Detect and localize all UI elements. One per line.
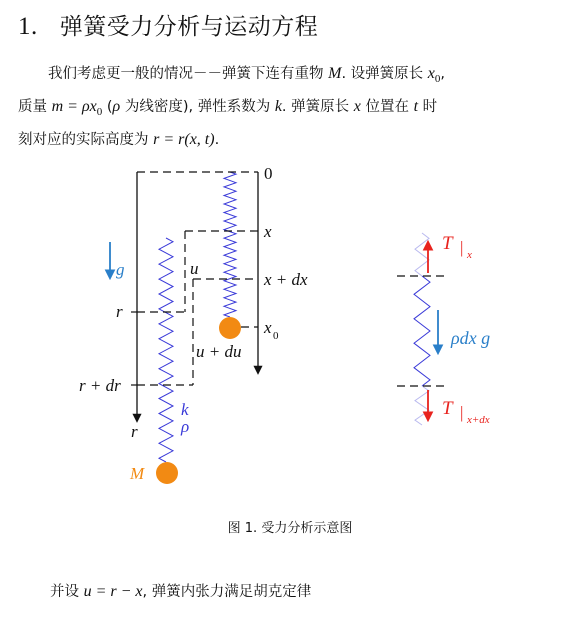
- label-T-top-sub: x: [467, 249, 472, 261]
- force-analysis-figure: [0, 155, 580, 500]
- text-run: 时: [418, 98, 438, 115]
- label-r: r: [116, 302, 123, 321]
- figure-caption: 图 1. 受力分析示意图: [227, 521, 353, 536]
- math-run: t: [413, 97, 419, 115]
- label-T-top: T: [442, 233, 453, 254]
- closing-paragraph: [50, 578, 580, 606]
- label-k: k: [181, 400, 189, 419]
- element-spring: [414, 276, 430, 386]
- text-run: (: [102, 98, 113, 115]
- stretched-spring: [159, 238, 173, 462]
- math-run: r = r(x, t): [153, 130, 215, 148]
- label-T-bottom-sub: x+dx: [467, 414, 490, 426]
- element-spring-faded-top: [415, 233, 429, 276]
- text-run: 为线密度), 弹性系数为: [120, 98, 275, 115]
- label-zero: 0: [264, 164, 273, 183]
- text-run: 刻对应的实际高度为: [18, 131, 154, 148]
- label-rho: ρ: [181, 417, 190, 436]
- mass-M: [156, 462, 178, 484]
- section-number: 1.: [18, 13, 38, 40]
- math-run: u = r − x: [83, 583, 143, 600]
- label-T-bottom-bar: |: [460, 403, 464, 422]
- text-run: 质量: [18, 98, 52, 115]
- label-M: M: [130, 464, 145, 483]
- label-x: x: [264, 222, 272, 241]
- text-run: . 弹簧原长: [281, 98, 354, 115]
- label-u: u: [190, 259, 199, 278]
- label-r-axis: r: [131, 422, 138, 441]
- label-T-top-bar: |: [460, 238, 464, 257]
- label-x-dx: x + dx: [264, 270, 308, 289]
- math-run: ρ: [112, 97, 121, 115]
- intro-paragraph: [18, 60, 566, 154]
- label-g: g: [116, 260, 125, 279]
- section-title: 弹簧受力分析与运动方程: [59, 14, 319, 40]
- text-run: .: [214, 131, 220, 148]
- text-run: , 弹簧内张力满足胡克定律: [142, 584, 312, 600]
- text-run: ,: [440, 66, 445, 82]
- text-run: 并设: [50, 584, 84, 600]
- math-subscript: 0: [96, 105, 103, 118]
- math-run: M: [328, 65, 342, 82]
- label-u-du: u + du: [196, 342, 242, 361]
- section-heading: [18, 8, 318, 41]
- math-subscript: 0: [434, 72, 441, 85]
- label-force: ρdx g: [451, 328, 491, 348]
- math-run: x: [427, 65, 435, 82]
- text-run: 位置在: [360, 98, 414, 115]
- math-run: k: [274, 97, 282, 115]
- label-x0-sub: 0: [273, 330, 279, 342]
- math-run: x: [353, 97, 361, 115]
- text-run: 我们考虑更一般的情况－－弹簧下连有重物: [48, 66, 329, 82]
- math-run: m = ρx: [51, 97, 97, 115]
- mass-x0: [219, 317, 241, 339]
- label-r-dr: r + dr: [79, 376, 121, 395]
- label-T-bottom: T: [442, 398, 453, 419]
- label-x0: x: [264, 318, 272, 337]
- element-spring-faded-bottom: [415, 386, 429, 425]
- text-run: . 设弹簧原长: [341, 66, 428, 82]
- original-spring: [224, 172, 236, 317]
